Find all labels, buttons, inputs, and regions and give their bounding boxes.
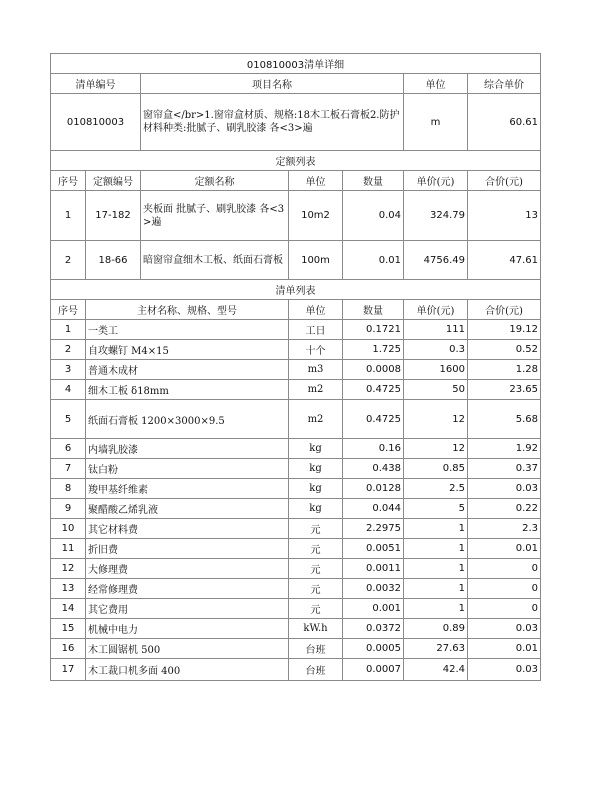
material-no: 10 <box>51 519 86 539</box>
material-row <box>51 340 541 360</box>
material-total: 1.28 <box>468 360 541 380</box>
quota-section-title: 定额列表 <box>51 151 541 171</box>
material-unit: kg <box>289 459 343 479</box>
material-name: 纸面石膏板 1200×3000×9.5 <box>86 400 289 439</box>
material-unit: kg <box>289 499 343 519</box>
header-price-label: 综合单价 <box>468 74 541 94</box>
material-price: 27.63 <box>404 639 468 659</box>
material-no: 5 <box>51 400 86 439</box>
material-qty: 0.16 <box>343 439 404 459</box>
header-code-label: 清单编号 <box>51 74 141 94</box>
material-no: 11 <box>51 539 86 559</box>
material-name: 细木工板 δ18mm <box>86 380 289 400</box>
quota-name: 暗窗帘盒细木工板、纸面石膏板 <box>141 241 289 280</box>
material-no: 16 <box>51 639 86 659</box>
material-unit: m2 <box>289 380 343 400</box>
bill-item-name: 窗帘盒</br>1.窗帘盒材质、规格:18木工板石膏板2.防护材料种类:批腻子、刷乳胶漆 各<3>遍 <box>141 94 404 151</box>
material-row <box>51 519 541 539</box>
bill-detail-table <box>50 53 541 681</box>
material-price: 1 <box>404 579 468 599</box>
material-price: 1 <box>404 599 468 619</box>
quota-row <box>51 191 541 241</box>
material-name: 其它材料费 <box>86 519 289 539</box>
material-unit: kg <box>289 439 343 459</box>
material-row <box>51 639 541 659</box>
material-qty: 0.0051 <box>343 539 404 559</box>
material-price: 0.85 <box>404 459 468 479</box>
header-name-label: 项目名称 <box>141 74 404 94</box>
bill-code: 010810003 <box>51 94 141 151</box>
material-total: 2.3 <box>468 519 541 539</box>
material-row <box>51 400 541 439</box>
material-row <box>51 499 541 519</box>
material-total: 23.65 <box>468 380 541 400</box>
quota-no: 2 <box>51 241 86 280</box>
material-total: 0 <box>468 599 541 619</box>
quota-code: 17-182 <box>86 191 141 241</box>
material-total: 0.37 <box>468 459 541 479</box>
quota-name: 夹板面 批腻子、刷乳胶漆 各<3>遍 <box>141 191 289 241</box>
material-unit: kg <box>289 479 343 499</box>
material-row <box>51 619 541 639</box>
material-row <box>51 659 541 681</box>
quota-total: 47.61 <box>468 241 541 280</box>
material-name: 钛白粉 <box>86 459 289 479</box>
material-row <box>51 479 541 499</box>
header-unit-label: 单位 <box>404 74 468 94</box>
material-unit: kW.h <box>289 619 343 639</box>
material-qty: 0.438 <box>343 459 404 479</box>
material-no: 4 <box>51 380 86 400</box>
material-name: 其它费用 <box>86 599 289 619</box>
material-no: 1 <box>51 320 86 340</box>
material-no: 17 <box>51 659 86 681</box>
material-row <box>51 380 541 400</box>
material-total: 0.22 <box>468 499 541 519</box>
material-total: 0.01 <box>468 639 541 659</box>
material-no: 9 <box>51 499 86 519</box>
materials-header-total: 合价(元) <box>468 300 541 320</box>
material-qty: 0.0005 <box>343 639 404 659</box>
material-name: 木工圆锯机 500 <box>86 639 289 659</box>
quota-row <box>51 241 541 280</box>
material-name: 普通木成材 <box>86 360 289 380</box>
material-price: 1600 <box>404 360 468 380</box>
quota-unit: 100m <box>289 241 343 280</box>
quota-price: 324.79 <box>404 191 468 241</box>
quota-total: 13 <box>468 191 541 241</box>
material-total: 0.03 <box>468 619 541 639</box>
material-row <box>51 579 541 599</box>
material-no: 12 <box>51 559 86 579</box>
material-name: 自攻螺钉 M4×15 <box>86 340 289 360</box>
material-unit: 台班 <box>289 639 343 659</box>
material-price: 12 <box>404 439 468 459</box>
material-unit: 元 <box>289 559 343 579</box>
material-row <box>51 320 541 340</box>
material-total: 0.03 <box>468 659 541 681</box>
material-total: 0 <box>468 579 541 599</box>
material-no: 2 <box>51 340 86 360</box>
quota-header-code: 定额编号 <box>86 171 141 191</box>
quota-header-total: 合价(元) <box>468 171 541 191</box>
material-qty: 0.0032 <box>343 579 404 599</box>
material-no: 3 <box>51 360 86 380</box>
bill-detail-sheet <box>50 53 540 681</box>
material-total: 5.68 <box>468 400 541 439</box>
material-total: 0.01 <box>468 539 541 559</box>
quota-no: 1 <box>51 191 86 241</box>
material-qty: 2.2975 <box>343 519 404 539</box>
material-price: 50 <box>404 380 468 400</box>
quota-qty: 0.04 <box>343 191 404 241</box>
material-price: 1 <box>404 519 468 539</box>
material-price: 111 <box>404 320 468 340</box>
material-name: 一类工 <box>86 320 289 340</box>
material-row <box>51 439 541 459</box>
material-name: 聚醋酸乙烯乳液 <box>86 499 289 519</box>
material-unit: m3 <box>289 360 343 380</box>
material-price: 2.5 <box>404 479 468 499</box>
material-price: 1 <box>404 539 468 559</box>
material-name: 机械中电力 <box>86 619 289 639</box>
material-no: 6 <box>51 439 86 459</box>
material-row <box>51 539 541 559</box>
material-qty: 0.0372 <box>343 619 404 639</box>
material-name: 折旧费 <box>86 539 289 559</box>
material-name: 大修理费 <box>86 559 289 579</box>
material-qty: 0.4725 <box>343 400 404 439</box>
material-row <box>51 459 541 479</box>
material-row <box>51 599 541 619</box>
sheet-title: 010810003清单详细 <box>51 54 541 74</box>
quota-header-unit: 单位 <box>289 171 343 191</box>
material-unit: 元 <box>289 539 343 559</box>
material-qty: 0.0011 <box>343 559 404 579</box>
quota-unit: 10m2 <box>289 191 343 241</box>
material-total: 1.92 <box>468 439 541 459</box>
material-qty: 0.001 <box>343 599 404 619</box>
material-qty: 0.0007 <box>343 659 404 681</box>
material-price: 5 <box>404 499 468 519</box>
material-unit: 元 <box>289 579 343 599</box>
quota-header-name: 定额名称 <box>141 171 289 191</box>
quota-price: 4756.49 <box>404 241 468 280</box>
material-name: 内墙乳胶漆 <box>86 439 289 459</box>
material-no: 8 <box>51 479 86 499</box>
material-total: 0.03 <box>468 479 541 499</box>
material-price: 1 <box>404 559 468 579</box>
material-price: 0.3 <box>404 340 468 360</box>
material-no: 14 <box>51 599 86 619</box>
material-unit: 元 <box>289 519 343 539</box>
material-qty: 0.1721 <box>343 320 404 340</box>
material-unit: 元 <box>289 599 343 619</box>
bill-unit: m <box>404 94 468 151</box>
material-qty: 1.725 <box>343 340 404 360</box>
materials-section-title: 清单列表 <box>51 280 541 300</box>
quota-header-qty: 数量 <box>343 171 404 191</box>
materials-header-price: 单价(元) <box>404 300 468 320</box>
material-total: 19.12 <box>468 320 541 340</box>
material-qty: 0.0008 <box>343 360 404 380</box>
material-qty: 0.4725 <box>343 380 404 400</box>
quota-qty: 0.01 <box>343 241 404 280</box>
materials-header-no: 序号 <box>51 300 86 320</box>
material-price: 0.89 <box>404 619 468 639</box>
quota-header-price: 单价(元) <box>404 171 468 191</box>
material-unit: m2 <box>289 400 343 439</box>
material-name: 羧甲基纤维素 <box>86 479 289 499</box>
material-no: 7 <box>51 459 86 479</box>
materials-header-name: 主材名称、规格、型号 <box>86 300 289 320</box>
material-unit: 工日 <box>289 320 343 340</box>
material-row <box>51 360 541 380</box>
materials-header-unit: 单位 <box>289 300 343 320</box>
material-no: 13 <box>51 579 86 599</box>
material-price: 42.4 <box>404 659 468 681</box>
materials-header-qty: 数量 <box>343 300 404 320</box>
material-name: 木工裁口机多面 400 <box>86 659 289 681</box>
material-total: 0 <box>468 559 541 579</box>
material-price: 12 <box>404 400 468 439</box>
material-no: 15 <box>51 619 86 639</box>
material-row <box>51 559 541 579</box>
quota-header-no: 序号 <box>51 171 86 191</box>
material-qty: 0.044 <box>343 499 404 519</box>
material-unit: 台班 <box>289 659 343 681</box>
material-unit: 十个 <box>289 340 343 360</box>
bill-unit-price: 60.61 <box>468 94 541 151</box>
quota-code: 18-66 <box>86 241 141 280</box>
material-qty: 0.0128 <box>343 479 404 499</box>
material-name: 经常修理费 <box>86 579 289 599</box>
material-total: 0.52 <box>468 340 541 360</box>
